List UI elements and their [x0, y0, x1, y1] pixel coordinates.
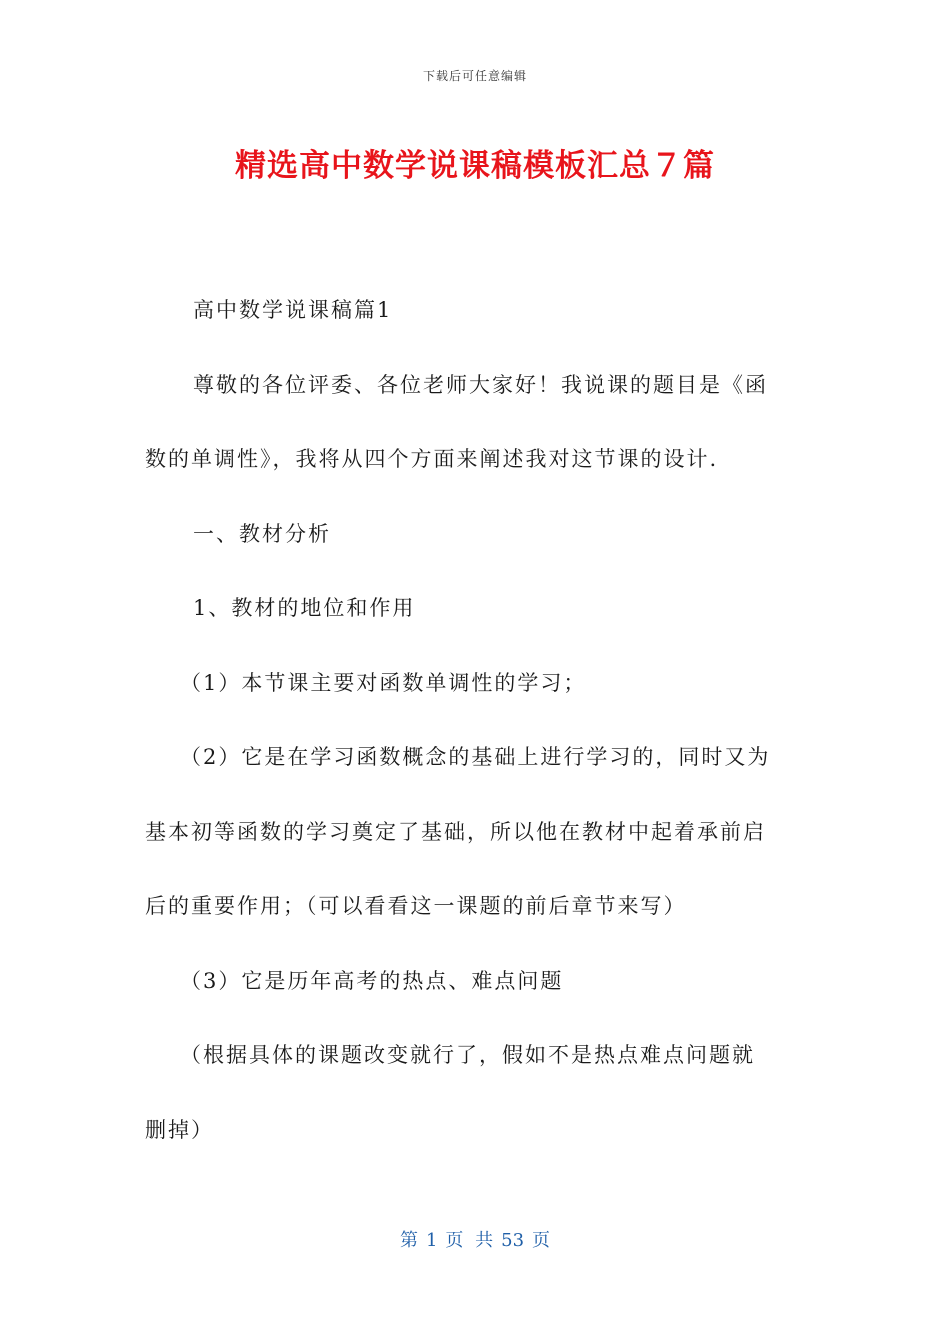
footer-middle: 页 共	[445, 1230, 494, 1251]
list-item: （2）它是在学习函数概念的基础上进行学习的，同时又为	[180, 745, 771, 769]
list-item: （3）它是历年高考的热点、难点问题	[180, 968, 564, 993]
header-note: 下载后可任意编辑	[422, 69, 527, 83]
section-heading: 一、教材分析	[193, 521, 331, 546]
paragraph-line: 后的重要作用；（可以看看这一课题的前后章节来写）	[145, 894, 687, 918]
subsection-heading: 1、教材的地位和作用	[193, 596, 416, 620]
paragraph-line: （根据具体的课题改变就行了，假如不是热点难点问题就	[180, 1043, 755, 1067]
document-body	[145, 273, 810, 1167]
section-heading: 高中数学说课稿篇1	[193, 298, 393, 322]
footer-current-page: 1	[425, 1230, 438, 1251]
footer-prefix: 第	[399, 1230, 418, 1251]
footer-total-pages: 53	[501, 1230, 525, 1251]
document-title: 精选高中数学说课稿模板汇总７篇	[235, 148, 715, 184]
paragraph-line: 尊敬的各位评委、各位老师大家好！我说课的题目是《函	[193, 372, 768, 397]
list-item: （1）本节课主要对函数单调性的学习；	[180, 670, 587, 695]
footer-suffix: 页	[532, 1230, 551, 1251]
page-number-footer	[0, 1226, 950, 1252]
paragraph-line: 基本初等函数的学习奠定了基础，所以他在教材中起着承前启	[145, 819, 766, 844]
paragraph-line: 数的单调性》，我将从四个方面来阐述我对这节课的设计.	[145, 447, 719, 471]
paragraph-line: 删掉）	[145, 1117, 214, 1142]
